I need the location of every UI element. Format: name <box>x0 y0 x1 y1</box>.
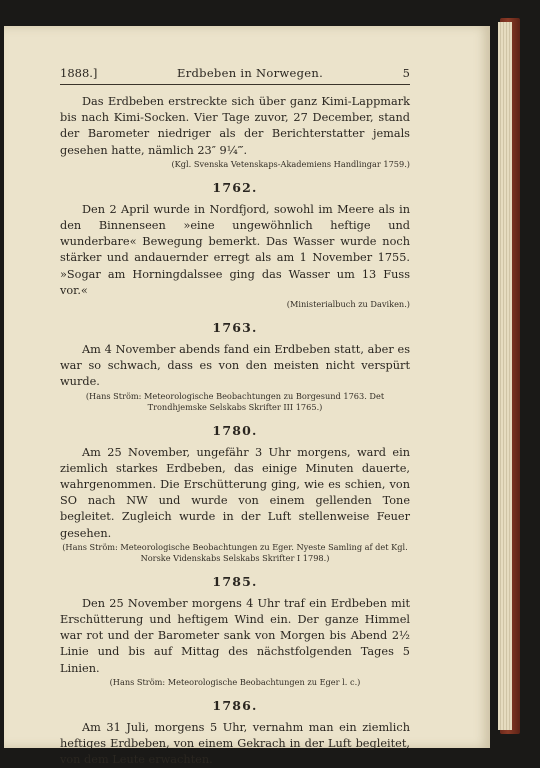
section-text-1780: Am 25 November, ungefähr 3 Uhr morgens, ward ein ziemlich starkes Erdbeben, das einige Minuten dauerte, wahrgenommen. Die Erschütterung ging, wie es schien, von SO nach NW und wurde von einem gellenden Tone begleitet. Zugleich wurde in der Luft stellenweise Feuer gesehen. <box>60 445 410 540</box>
header-rule <box>60 84 410 85</box>
running-header <box>60 66 410 80</box>
section-source-1762: (Ministerialbuch zu Daviken.) <box>286 299 410 310</box>
section-year-1762: 1762. <box>212 179 258 195</box>
header-title: Erdbeben in Norwegen. <box>177 66 324 80</box>
section-text-1762: Den 2 April wurde in Nordfjord, sowohl im Meere als in den Binnenseen »eine ungewöhnlich heftige und wunderbare« Bewegung bemerkt. Das Wasser wurde noch stärker und andauernder erregt als am 1 November 1755. »Sogar am Horningdalssee ging das Wasser um 13 Fuss vor.« <box>60 202 410 297</box>
page-stack-edge <box>498 22 512 730</box>
section-year-1785: 1785. <box>212 573 258 589</box>
intro-paragraph: Das Erdbeben erstreckte sich über ganz Kimi-Lappmark bis nach Kimi-Socken. Vier Tage zuvor, 27 December, stand der Barometer niedriger als der Berichterstatter jemals gesehen hatte, nämlich 23″ 9¼‴. <box>60 95 410 157</box>
header-year: 1888.] <box>60 66 98 80</box>
section-text-1786: Am 31 Juli, morgens 5 Uhr, vernahm man ein ziemlich heftiges Erdbeben, von einem Gekrach in der Luft begleitet, von dem Leute erwachten. <box>60 720 410 767</box>
section-year-1780: 1780. <box>212 422 258 438</box>
section-source-1763: (Hans Ström: Meteorologische Beobachtungen zu Borgesund 1763. Det Trondhjemske Selskabs Skrifter III 1765.) <box>85 390 385 412</box>
section-text-1763: Am 4 November abends fand ein Erdbeben statt, aber es war so schwach, dass es von den meisten nicht verspürt wurde. <box>60 343 410 389</box>
book-page <box>4 26 490 767</box>
section-year-1786: 1786. <box>212 697 258 713</box>
intro-source: (Kgl. Svenska Vetenskaps-Akademiens Handlingar 1759.) <box>171 158 410 169</box>
section-text-1785: Den 25 November morgens 4 Uhr traf ein Erdbeben mit Erschütterung und heftigem Wind ein. Der ganze Himmel war rot und der Barometer sank von Morgen bis Abend 2½ Linie und bis auf Mittag des nächstfolgenden Tages 5 Linien. <box>60 596 410 675</box>
page-number: 5 <box>402 66 410 80</box>
page-content <box>60 94 410 768</box>
section-source-1780: (Hans Ström: Meteorologische Beobachtungen zu Eger. Nyeste Samling af det Kgl. Norske Videnskabs Selskabs Skrifter I 1798.) <box>62 541 408 563</box>
section-source-1785: (Hans Ström: Meteorologische Beobachtungen zu Eger l. c.) <box>109 676 361 687</box>
section-year-1763: 1763. <box>212 320 258 336</box>
